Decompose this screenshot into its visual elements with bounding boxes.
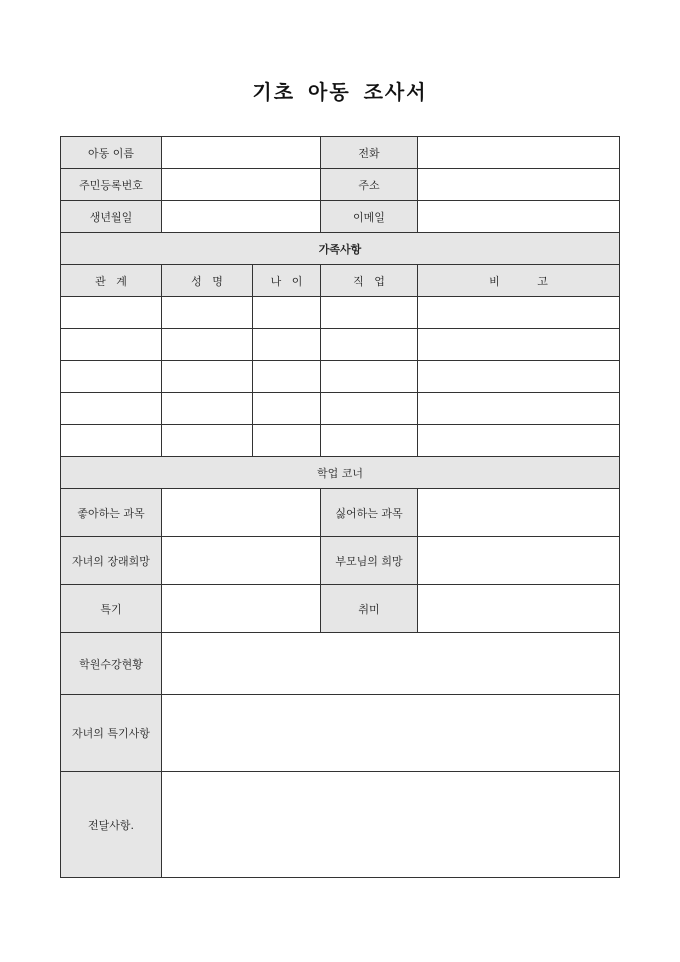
child-special-notes-field[interactable] <box>162 695 620 772</box>
family-section-row <box>61 233 620 265</box>
disliked-subject-field[interactable] <box>418 489 620 537</box>
remarks-cell[interactable] <box>418 361 620 393</box>
address-field[interactable] <box>418 169 620 201</box>
family-header-row <box>61 265 620 297</box>
age-cell[interactable] <box>253 425 321 457</box>
academy-status-field[interactable] <box>162 633 620 695</box>
name-cell[interactable] <box>162 329 253 361</box>
notes-row <box>61 695 620 772</box>
favorite-subject-field[interactable] <box>162 489 321 537</box>
job-header: 직 업 <box>321 265 418 297</box>
family-row <box>61 361 620 393</box>
relation-cell[interactable] <box>61 361 162 393</box>
age-cell[interactable] <box>253 393 321 425</box>
family-section-title: 가족사항 <box>61 233 620 265</box>
child-name-label: 아동 이름 <box>61 137 162 169</box>
job-cell[interactable] <box>321 361 418 393</box>
email-field[interactable] <box>418 201 620 233</box>
birthdate-label: 생년월일 <box>61 201 162 233</box>
form-title: 기초 아동 조사서 <box>252 80 428 104</box>
academic-row <box>61 537 620 585</box>
resident-number-field[interactable] <box>162 169 321 201</box>
message-label: 전달사항. <box>61 772 162 878</box>
remarks-cell[interactable] <box>418 393 620 425</box>
remarks-cell[interactable] <box>418 297 620 329</box>
survey-form-table <box>60 136 620 878</box>
notes-row <box>61 772 620 878</box>
relation-header: 관 계 <box>61 265 162 297</box>
talent-field[interactable] <box>162 585 321 633</box>
relation-cell[interactable] <box>61 393 162 425</box>
job-cell[interactable] <box>321 329 418 361</box>
name-cell[interactable] <box>162 361 253 393</box>
job-cell[interactable] <box>321 393 418 425</box>
address-label: 주소 <box>321 169 418 201</box>
notes-row <box>61 633 620 695</box>
email-label: 이메일 <box>321 201 418 233</box>
remarks-cell[interactable] <box>418 329 620 361</box>
academic-row <box>61 489 620 537</box>
family-row <box>61 393 620 425</box>
favorite-subject-label: 좋아하는 과목 <box>61 489 162 537</box>
name-cell[interactable] <box>162 297 253 329</box>
family-row <box>61 297 620 329</box>
remarks-header: 비 고 <box>418 265 620 297</box>
academy-status-label: 학원수강현황 <box>61 633 162 695</box>
name-header: 성 명 <box>162 265 253 297</box>
academic-section-title: 학업 코너 <box>61 457 620 489</box>
basic-info-row <box>61 201 620 233</box>
parent-hope-field[interactable] <box>418 537 620 585</box>
family-row <box>61 425 620 457</box>
parent-hope-label: 부모님의 희망 <box>321 537 418 585</box>
message-field[interactable] <box>162 772 620 878</box>
child-special-notes-label: 자녀의 특기사항 <box>61 695 162 772</box>
job-cell[interactable] <box>321 297 418 329</box>
phone-label: 전화 <box>321 137 418 169</box>
basic-info-row <box>61 137 620 169</box>
family-row <box>61 329 620 361</box>
relation-cell[interactable] <box>61 425 162 457</box>
child-aspiration-field[interactable] <box>162 537 321 585</box>
age-cell[interactable] <box>253 329 321 361</box>
relation-cell[interactable] <box>61 297 162 329</box>
age-cell[interactable] <box>253 297 321 329</box>
hobby-field[interactable] <box>418 585 620 633</box>
age-cell[interactable] <box>253 361 321 393</box>
child-name-field[interactable] <box>162 137 321 169</box>
academic-row <box>61 585 620 633</box>
remarks-cell[interactable] <box>418 425 620 457</box>
resident-number-label: 주민등록번호 <box>61 169 162 201</box>
disliked-subject-label: 싫어하는 과목 <box>321 489 418 537</box>
name-cell[interactable] <box>162 425 253 457</box>
phone-field[interactable] <box>418 137 620 169</box>
hobby-label: 취미 <box>321 585 418 633</box>
talent-label: 특기 <box>61 585 162 633</box>
child-aspiration-label: 자녀의 장래희망 <box>61 537 162 585</box>
academic-section-row <box>61 457 620 489</box>
birthdate-field[interactable] <box>162 201 321 233</box>
name-cell[interactable] <box>162 393 253 425</box>
age-header: 나 이 <box>253 265 321 297</box>
relation-cell[interactable] <box>61 329 162 361</box>
job-cell[interactable] <box>321 425 418 457</box>
basic-info-row <box>61 169 620 201</box>
